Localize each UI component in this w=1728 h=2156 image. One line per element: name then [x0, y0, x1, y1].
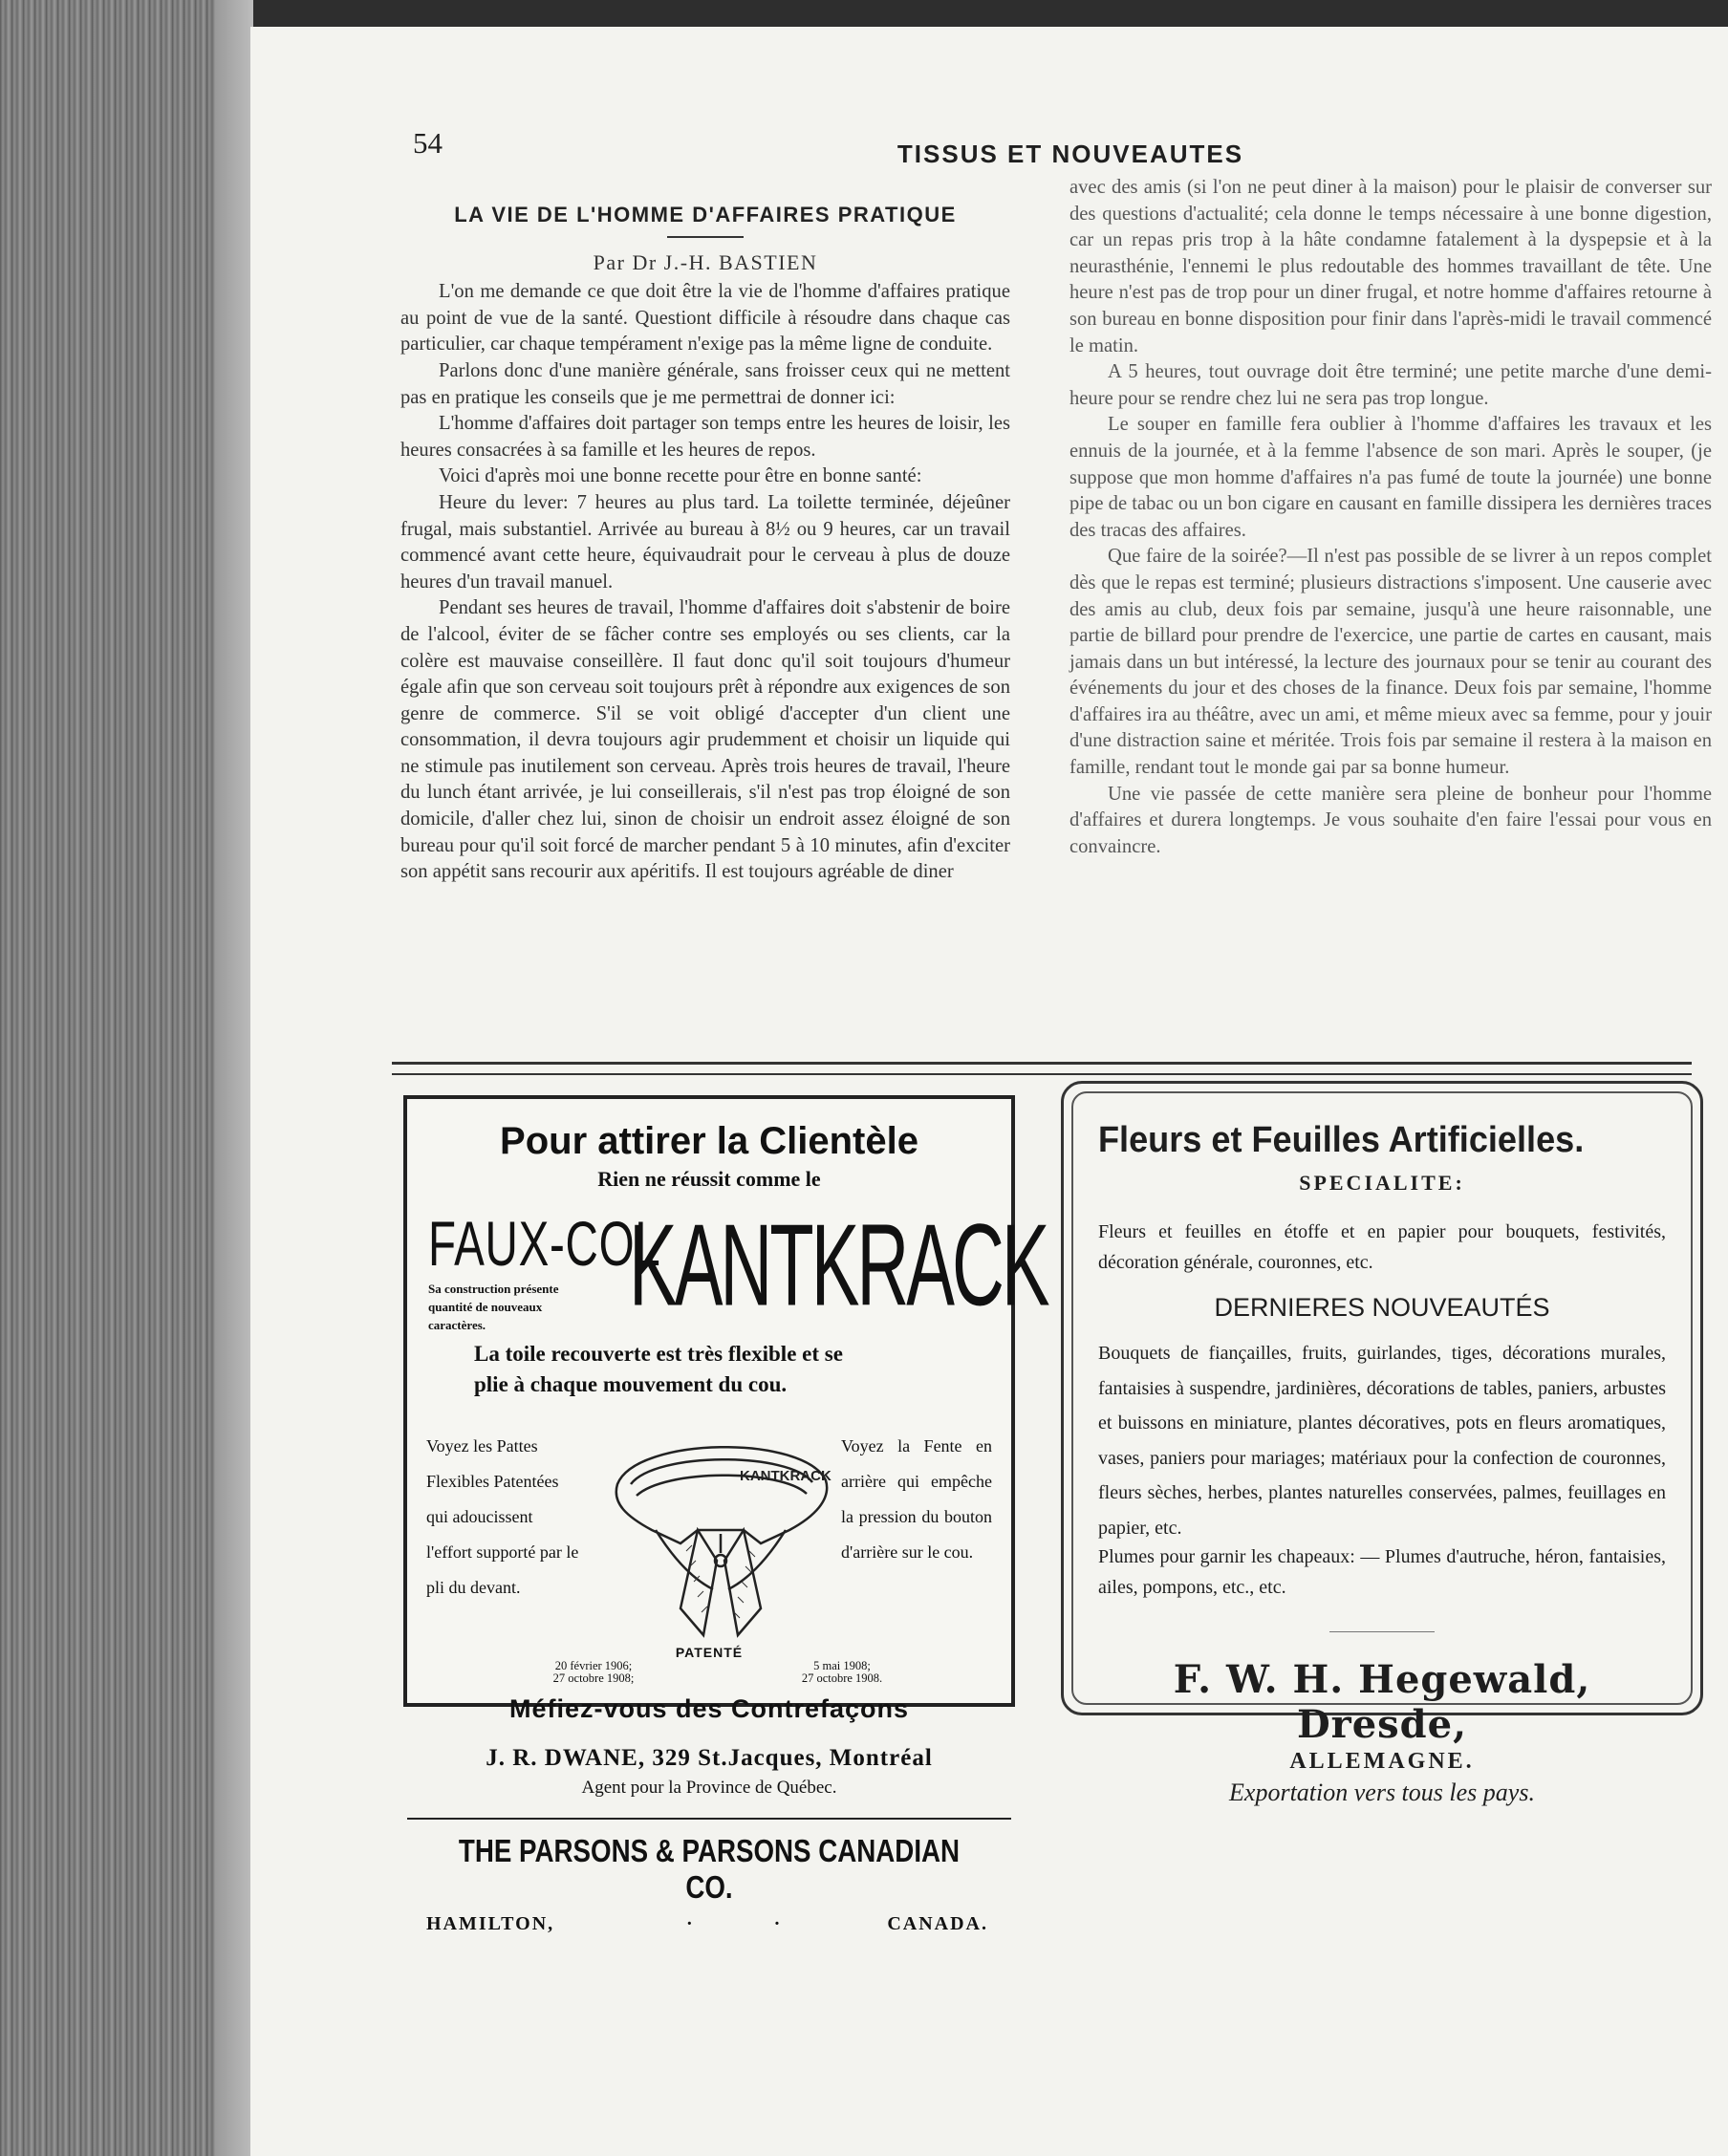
patent-date: 20 février 1906; — [554, 1659, 633, 1672]
section-divider — [392, 1062, 1692, 1075]
article-title: LA VIE DE L'HOMME D'AFFAIRES PRATIQUE — [454, 203, 957, 226]
magazine-page — [250, 27, 1728, 2156]
toile-line: La toile recouverte est très flexible et se — [474, 1342, 843, 1366]
dernieres-heading: DERNIERES NOUVEAUTÉS — [1214, 1293, 1550, 1322]
paragraph: Heure du lever: 7 heures au plus tard. La toilette terminée, déjeûner frugal, mais substantiel. Arrivée au bureau à 8½ ou 9 heures, car un travail commencé avant cette heure, équivaudrait pour le cerveau à plus de douze heures d'un travail manuel. — [400, 491, 1010, 593]
firm-name: F. W. H. Hegewald, Dresde, — [1173, 1657, 1591, 1747]
fleurs-intro: Fleurs et feuilles en étoffe et en papier pour bouquets, festivités, décoration générale, couronnes, etc. — [1098, 1221, 1666, 1273]
page-number: 54 — [413, 126, 443, 160]
article-right-column — [1069, 175, 1712, 860]
paragraph: Pendant ses heures de travail, l'homme d'affaires doit s'abstenir de boire de l'alcool, éviter de se fâcher contre ses employés ou ses clients, car la colère est mauvaise conseillère. Il faut donc qu'il soit toujours d'humeur égale afin que son cerveau soit toujours prêt à répondre aux exigences de son genre de commerce. S'il se voit obligé d'accepter d'un client une consommation, il devra toujours agir prudemment et choisir un liquide qui ne stimule pas inutilement son cerveau. Après trois heures de travail, l'heure du lunch étant arrivée, je lui conseillerais, s'il n'est pas trop éloigné de son domicile, d'aller chez lui, sinon de choisir un endroit assez éloigné de son bureau pour qu'il soit forcé de marcher pendant 5 à 10 minutes, afin d'exciter son appétit sans recourir aux apéritifs. Il est toujours agréable de diner — [400, 597, 1010, 883]
paragraph: avec des amis (si l'on ne peut diner à la maison) pour le plaisir de converser sur des questions d'actualité; cela donne le temps nécessaire à une bonne digestion, car un repas pris trop à la hâte condamne fatalement à la dyspepsie et à la neurasthénie, l'ennemi le plus redoutable des hommes travaillant de tête. Une heure n'est pas de trop pour un diner frugal, et notre homme d'affaires retourne à son bureau en bonne disposition pour finir dans l'après-midi le travail commencé le matin. — [1069, 177, 1712, 356]
specialite-label: SPECIALITE: — [1299, 1171, 1465, 1195]
patent-date: 27 octobre 1908; — [552, 1671, 635, 1685]
manufacturer-country: CANADA. — [887, 1913, 988, 1934]
fleurs-ad-title: Fleurs et Feuilles Artificielles. — [1098, 1120, 1585, 1160]
export-tagline: Exportation vers tous les pays. — [1229, 1779, 1535, 1806]
paragraph: L'on me demande ce que doit être la vie de l'homme d'affaires pratique au point de vue de la santé. Questiont difficile à résoudre dans chaque cas particulier, car chaque tempérament n'exige pas la même ligne de conduite. — [400, 281, 1010, 356]
patent-dates-right — [766, 1660, 918, 1685]
firm-country: ALLEMAGNE. — [1289, 1749, 1475, 1774]
toile-line: plie à chaque mouvement du cou. — [474, 1372, 788, 1396]
patent-date: 27 octobre 1908. — [801, 1671, 883, 1685]
patent-label: PATENTÉ — [675, 1645, 744, 1660]
kantkrack-wordmark: KANTKRACK — [629, 1200, 1048, 1331]
fleurs-ad-inner-border — [1071, 1091, 1693, 1806]
book-page-edges — [0, 0, 253, 2156]
paragraph: A 5 heures, tout ouvrage doit être terminé; une petite marche d'une demi-heure pour se rendre chez lui ne sera pas trop longue. — [1069, 361, 1712, 409]
article-left-column — [400, 202, 1010, 886]
pattes-text: Voyez les Pattes Flexibles Patentées qui adoucissent l'effort supporté par le pli du devant. — [426, 1436, 579, 1597]
fleurs-ad-rule — [1329, 1631, 1435, 1632]
collar-brand-label: KANTKRACK — [740, 1468, 832, 1484]
toile-text — [407, 1339, 1011, 1400]
paragraph: L'homme d'affaires doit partager son temps entre les heures de loisir, les heures consacrées à sa famille et les heures de repos. — [400, 413, 1010, 461]
title-rule — [667, 236, 744, 238]
fleurs-product-list: Bouquets de fiançailles, fruits, guirlandes, tiges, décorations murales, fantaisies à suspendre, jardinières, décorations de tables, paniers, arbustes et buissons en miniature, plantes décoratives, pots en fleurs aromatiques, vases, paniers pour mariages; matériaux pour la confection de couronnes, fleurs sèches, herbes, plantes naturelles conservées, palmes, feuillages en papier, etc. — [1098, 1343, 1666, 1539]
brand-row — [407, 1197, 1048, 1341]
ad-inner-rule — [407, 1818, 1011, 1820]
collar-illustration — [598, 1417, 843, 1647]
location-dots: · · — [686, 1913, 819, 1934]
agent-address: J. R. DWANE, 329 St.Jacques, Montréal — [486, 1745, 933, 1771]
article-byline: Par Dr J.-H. BASTIEN — [593, 249, 818, 274]
plumes-text: Plumes pour garnir les chapeaux: — Plumes d'autruche, héron, fantaisies, ailes, pompons, etc., etc. — [1098, 1546, 1666, 1598]
patent-date: 5 mai 1908; — [813, 1659, 871, 1672]
patent-dates-left — [512, 1660, 675, 1685]
counterfeit-warning: Méfiez-vous des Contrefaçons — [508, 1694, 910, 1723]
paragraph: Parlons donc d'une manière générale, sans froisser ceux qui ne mettent pas en pratique les conseils que je me permettrai de donner ici: — [400, 359, 1010, 408]
agent-region: Agent pour la Province de Québec. — [581, 1778, 837, 1798]
paragraph: Voici d'après moi une bonne recette pour être en bonne santé: — [439, 465, 922, 487]
paragraph: Que faire de la soirée?—Il n'est pas possible de se livrer à un repos complet dès que le repas est terminé; plusieurs distractions s'imposent. Une causerie avec des amis au club, deux fois par semaine, jusqu'à une heure raisonnable, une partie de billard pour prendre de l'exercice, une partie de cartes en causant, mais jamais dans un but intéressé, la lecture des journaux pour se tenir au courant des événements du jour et des choses de la finance. Deux fois par semaine, l'homme d'affaires ira au théâtre, avec un ami, et même mieux avec sa femme, pour y jouir d'une distraction saine et méritée. Trois fois par semaine il restera à la maison en famille, rendant tout le monde gai par sa bonne humeur. — [1069, 546, 1712, 779]
paragraph: Une vie passée de cette manière sera pleine de bonheur pour l'homme d'affaires et durera longtemps. Je vous souhaite d'en faire l'essai pour vous en convaincre. — [1069, 783, 1712, 857]
construction-note: Sa construction présente quantité de nouveaux caractères. — [428, 1282, 559, 1332]
fente-text: Voyez la Fente en arrière qui empêche la pression du bouton d'arrière sur le cou. — [841, 1436, 992, 1562]
kantkrack-advertisement — [403, 1095, 1048, 1934]
patent-dates — [407, 1660, 1011, 1689]
paragraph: Le souper en famille fera oublier à l'homme d'affaires les travaux et les ennuis de la journée, et à la femme l'absence de son mari. Après le souper, (je suppose que mon homme d'affaires n'a pas fumé de toute la journée) une bonne pipe de tabac ou un bon cigare en causant en famille dissipera les dernières traces des tracas des affaires. — [1069, 414, 1712, 541]
collar-feature-row — [407, 1417, 1011, 1656]
manufacturer-name: THE PARSONS & PARSONS CANADIAN CO. — [458, 1833, 961, 1905]
manufacturer-city: HAMILTON, — [426, 1913, 555, 1934]
ad-subheadline: Rien ne réussit comme le — [597, 1167, 821, 1191]
ad-headline: Pour attirer la Clientèle — [500, 1120, 918, 1162]
fleurs-advertisement — [1061, 1081, 1703, 1806]
manufacturer-location — [407, 1913, 1011, 1942]
faux-col-wordmark: FAUX-COL — [428, 1208, 661, 1279]
running-head: TISSUS ET NOUVEAUTES — [896, 140, 1244, 168]
